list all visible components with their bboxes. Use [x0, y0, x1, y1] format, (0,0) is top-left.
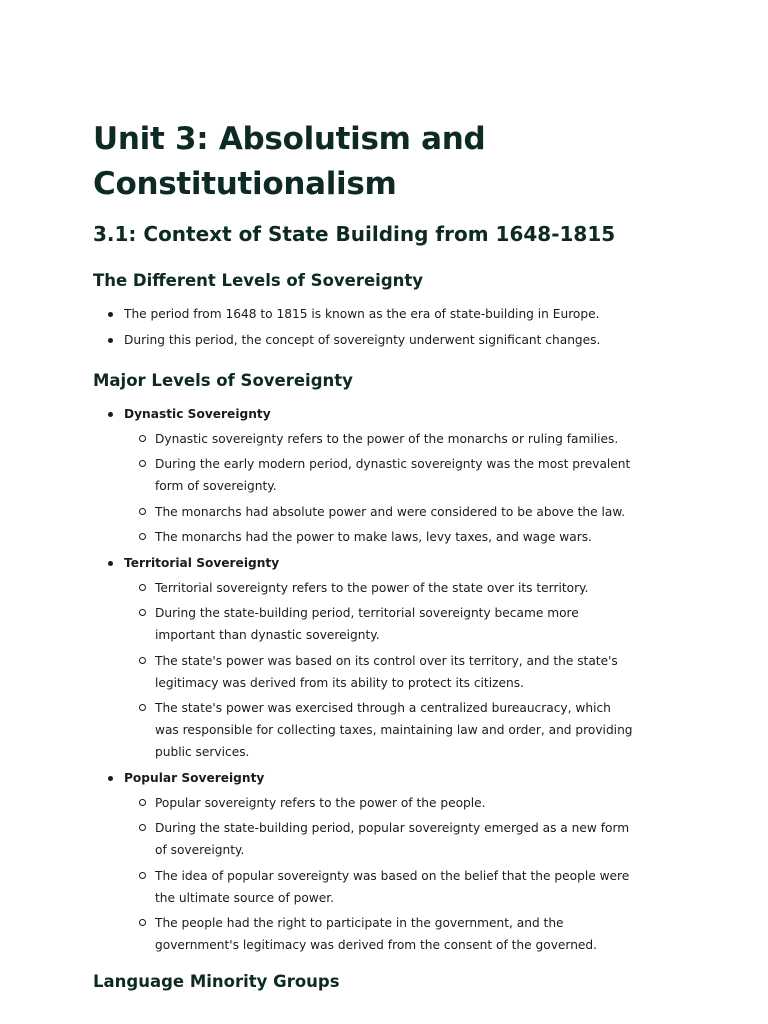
category-label: Popular Sovereignty [124, 770, 265, 785]
list-item: The people had the right to participate in the government, and the government's legitimacy was derived from the consent of the governed. [155, 912, 633, 956]
list-item: During the state-building period, popular sovereignty emerged as a new form of sovereignty. [155, 817, 633, 861]
category-item-popular [124, 767, 633, 957]
category-label: Dynastic Sovereignty [124, 406, 271, 421]
major-levels-heading: Major Levels of Sovereignty [93, 370, 353, 390]
section-title: 3.1: Context of State Building from 1648-1815 [93, 222, 616, 246]
sub-list [124, 577, 633, 764]
levels-heading: The Different Levels of Sovereignty [93, 271, 424, 290]
sovereignty-list [93, 403, 633, 957]
sub-list [124, 792, 633, 957]
sub-list [124, 428, 633, 549]
category-label: Territorial Sovereignty [124, 555, 280, 570]
list-item: The state's power was exercised through a centralized bureaucracy, which was responsible for collecting taxes, maintaining law and order, and providing public services. [155, 697, 633, 763]
list-item: Dynastic sovereignty refers to the power of the monarchs or ruling families. [155, 428, 633, 450]
list-item: During this period, the concept of sovereignty underwent significant changes. [124, 329, 633, 351]
language-minority-heading: Language Minority Groups [93, 972, 340, 991]
list-item: The state's power was based on its control over its territory, and the state's legitimacy was derived from its ability to protect its citizens. [155, 650, 633, 694]
list-item: During the state-building period, territorial sovereignty became more important than dynastic sovereignty. [155, 602, 633, 646]
list-item: Territorial sovereignty refers to the power of the state over its territory. [155, 577, 633, 599]
list-item: The monarchs had the power to make laws, levy taxes, and wage wars. [155, 526, 633, 548]
unit-title: Unit 3: Absolutism and Constitutionalism [93, 121, 486, 202]
category-item-dynastic [124, 403, 633, 549]
list-item: The period from 1648 to 1815 is known as the era of state-building in Europe. [124, 303, 633, 325]
list-item: The idea of popular sovereignty was based on the belief that the people were the ultimate source of power. [155, 865, 633, 909]
intro-list [93, 303, 633, 351]
list-item: During the early modern period, dynastic sovereignty was the most prevalent form of sovereignty. [155, 453, 633, 497]
category-item-territorial [124, 552, 633, 764]
list-item: Popular sovereignty refers to the power of the people. [155, 792, 633, 814]
list-item: The monarchs had absolute power and were considered to be above the law. [155, 501, 633, 523]
